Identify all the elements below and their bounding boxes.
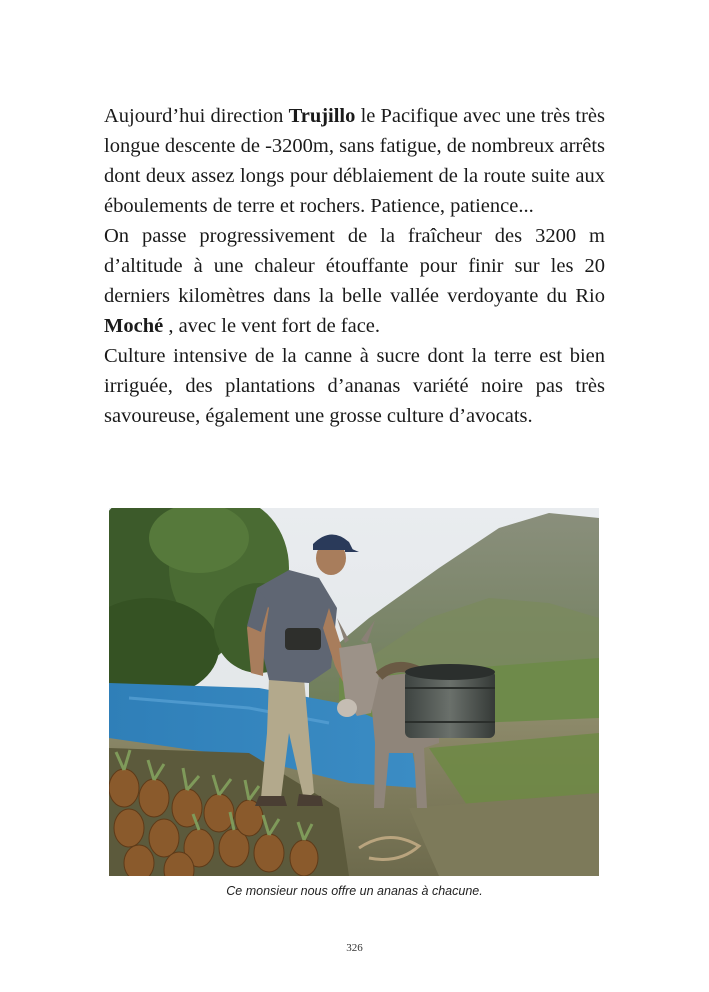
photo-man-donkey-pineapples: [109, 508, 599, 876]
photo-caption: Ce monsieur nous offre un ananas à chacune.: [226, 884, 483, 898]
paragraph-1-text-b: le Pacifique avec une très très longue descente de -3200m, sans fatigue, de nombreux arrêts dont deux assez longs pour déblaiement de la route suite aux éboulements de terre et rochers. Patience, patience...: [104, 105, 605, 217]
paragraph-1-text-a: Aujourd’hui direction: [104, 105, 289, 127]
body-text: [104, 101, 605, 431]
paragraph-3-text: Culture intensive de la canne à sucre dont la terre est bien irriguée, des plantations d’ananas variété noire pas très savoureuse, également une grosse culture d’avocats.: [104, 345, 605, 427]
paragraph-1: [104, 101, 605, 221]
paragraph-2-text-a: On passe progressivement de la fraîcheur des 3200 m d’altitude à une chaleur étouffante pour finir sur les 20 derniers kilomètres dans la belle vallée verdoyante du Rio: [104, 225, 605, 307]
paragraph-2-text-b: , avec le vent fort de face.: [163, 315, 381, 337]
place-name-moche: Moché: [104, 315, 164, 337]
photo-illustration: [109, 508, 599, 876]
place-name-trujillo: Trujillo: [288, 105, 356, 127]
metal-barrel: [405, 664, 495, 738]
paragraph-2: [104, 221, 605, 341]
paragraph-3: [104, 341, 605, 431]
page-number: 326: [346, 942, 363, 954]
